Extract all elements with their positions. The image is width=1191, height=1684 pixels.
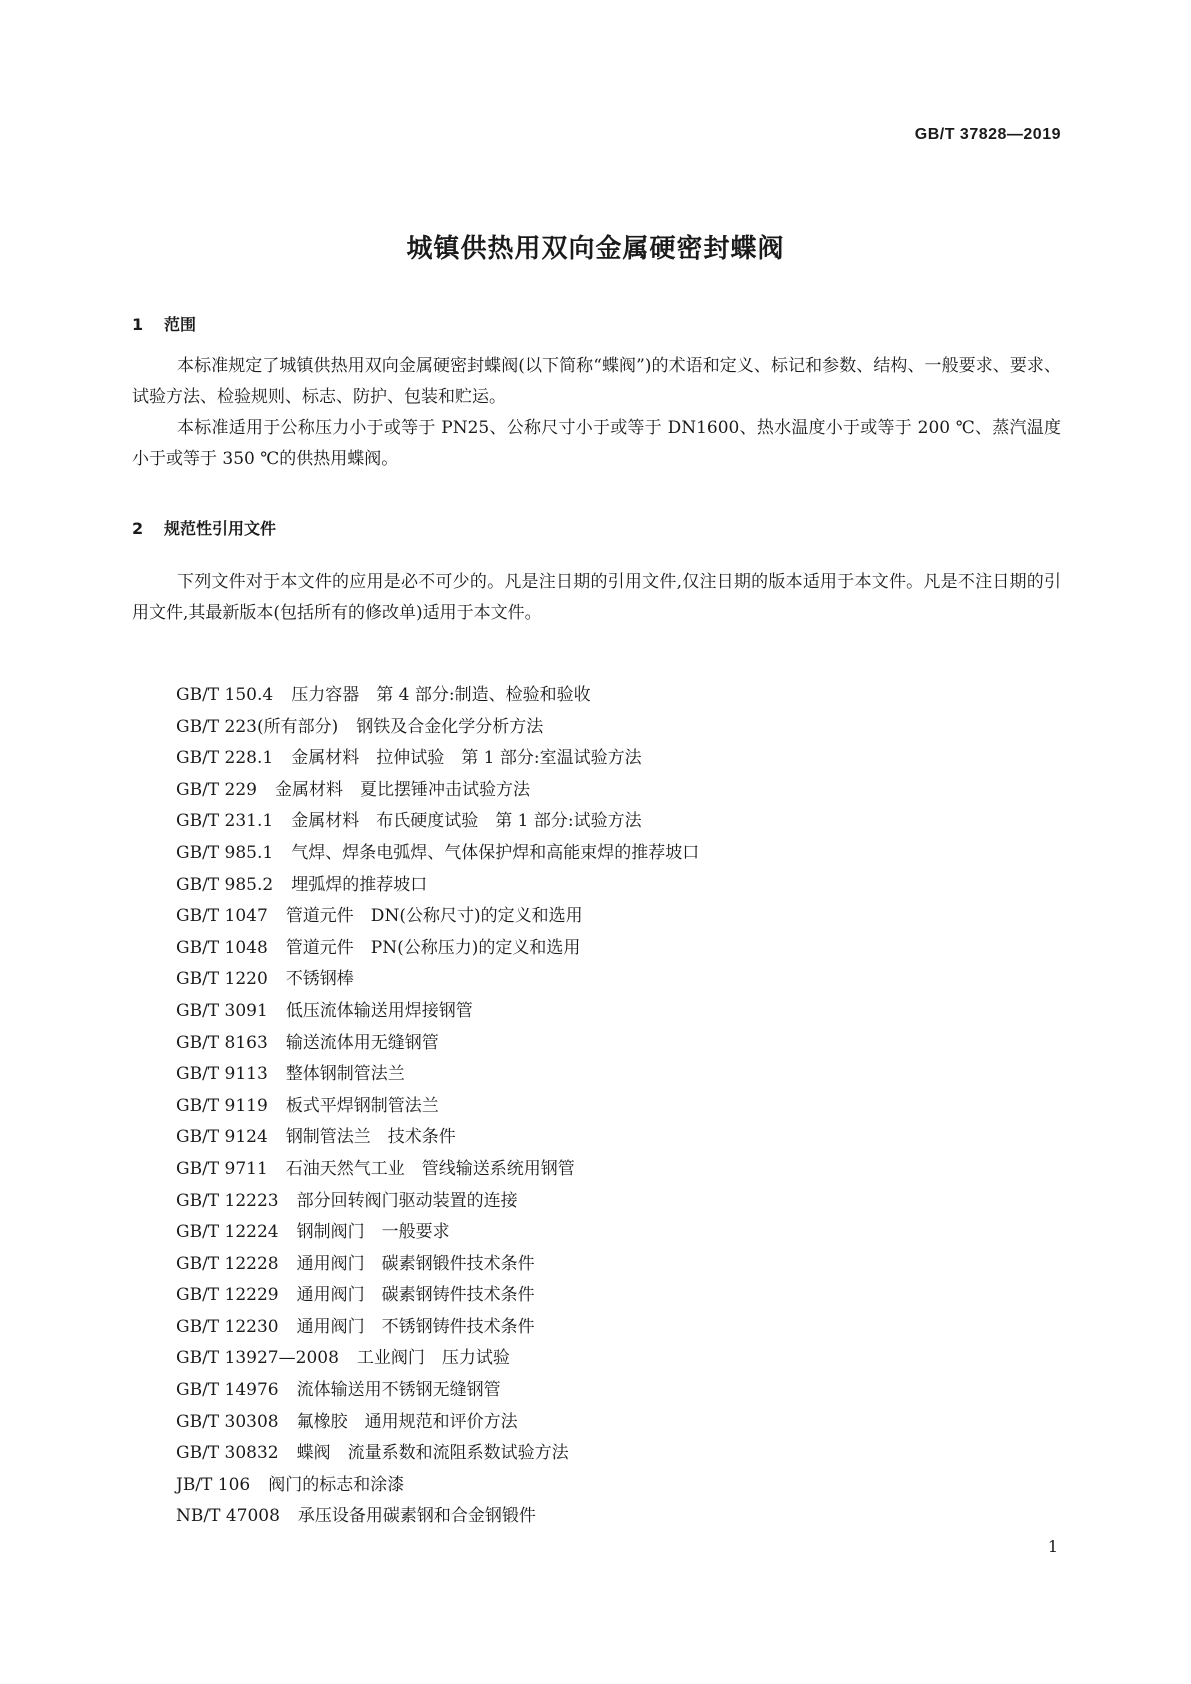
section-2-number: 2 bbox=[132, 519, 144, 538]
reference-item bbox=[176, 1028, 1056, 1060]
reference-code: GB/T 14976 bbox=[176, 1380, 279, 1401]
reference-title: 工业阀门 压力试验 bbox=[356, 1348, 510, 1369]
reference-code: JB/T 106 bbox=[176, 1474, 251, 1495]
reference-title: 钢制阀门 一般要求 bbox=[296, 1222, 450, 1243]
reference-title: 金属材料 夏比摆锤冲击试验方法 bbox=[275, 779, 530, 800]
reference-title: 低压流体输送用焊接钢管 bbox=[285, 1000, 473, 1021]
reference-code: GB/T 12229 bbox=[176, 1285, 279, 1306]
reference-item bbox=[176, 1280, 1056, 1312]
reference-title: 整体钢制管法兰 bbox=[285, 1064, 405, 1085]
reference-item bbox=[176, 964, 1056, 996]
reference-list bbox=[176, 680, 1056, 1533]
reference-code: GB/T 228.1 bbox=[176, 748, 274, 769]
reference-code: GB/T 223(所有部分) bbox=[176, 716, 339, 737]
reference-code: GB/T 150.4 bbox=[176, 685, 274, 705]
reference-item bbox=[176, 1312, 1056, 1344]
section-1-number: 1 bbox=[132, 315, 144, 334]
reference-item bbox=[176, 775, 1056, 807]
section-1-title: 范围 bbox=[164, 315, 197, 334]
reference-item bbox=[176, 1249, 1056, 1281]
reference-code: GB/T 985.2 bbox=[176, 874, 274, 895]
page-number: 1 bbox=[1047, 1537, 1058, 1556]
reference-code: NB/T 47008 bbox=[176, 1506, 280, 1527]
reference-item bbox=[176, 1186, 1056, 1218]
reference-item bbox=[176, 1122, 1056, 1154]
reference-code: GB/T 13927—2008 bbox=[176, 1348, 339, 1369]
section-2-heading bbox=[132, 516, 276, 539]
reference-item bbox=[176, 1407, 1056, 1439]
reference-item bbox=[176, 1091, 1056, 1123]
reference-item bbox=[176, 1217, 1056, 1249]
reference-title: 钢制管法兰 技术条件 bbox=[285, 1127, 456, 1148]
reference-code: GB/T 12228 bbox=[176, 1253, 279, 1274]
reference-item bbox=[176, 806, 1056, 838]
reference-code: GB/T 9113 bbox=[176, 1064, 268, 1085]
reference-title: 气焊、焊条电弧焊、气体保护焊和高能束焊的推荐坡口 bbox=[291, 842, 700, 863]
reference-item bbox=[176, 1470, 1056, 1502]
reference-code: GB/T 9119 bbox=[176, 1095, 268, 1116]
reference-item bbox=[176, 870, 1056, 902]
reference-code: GB/T 30308 bbox=[176, 1411, 279, 1432]
reference-title: 阀门的标志和涂漆 bbox=[268, 1474, 405, 1495]
reference-code: GB/T 12224 bbox=[176, 1222, 279, 1243]
reference-title: 输送流体用无缝钢管 bbox=[285, 1032, 439, 1053]
reference-item bbox=[176, 1438, 1056, 1470]
reference-item bbox=[176, 1154, 1056, 1186]
reference-title: 通用阀门 碳素钢锻件技术条件 bbox=[296, 1253, 535, 1274]
section-1-paragraph-1: 本标准规定了城镇供热用双向金属硬密封蝶阀(以下简称“蝶阀”)的术语和定义、标记和参数、结构、一般要求、要求、试验方法、检验规则、标志、防护、包装和贮运。 bbox=[132, 356, 1061, 407]
section-2-intro: 下列文件对于本文件的应用是必不可少的。凡是注日期的引用文件,仅注日期的版本适用于本文件。凡是不注日期的引用文件,其最新版本(包括所有的修改单)适用于本文件。 bbox=[132, 572, 1061, 623]
reference-code: GB/T 1220 bbox=[176, 969, 268, 990]
reference-code: GB/T 985.1 bbox=[176, 842, 274, 863]
reference-item bbox=[176, 1059, 1056, 1091]
reference-title: 管道元件 PN(公称压力)的定义和选用 bbox=[285, 937, 581, 958]
reference-title: 埋弧焊的推荐坡口 bbox=[291, 874, 428, 895]
reference-code: GB/T 1047 bbox=[176, 906, 268, 927]
reference-title: 不锈钢棒 bbox=[285, 969, 354, 990]
reference-item bbox=[176, 743, 1056, 775]
reference-title: 板式平焊钢制管法兰 bbox=[285, 1095, 439, 1116]
reference-title: 蝶阀 流量系数和流阻系数试验方法 bbox=[296, 1443, 569, 1464]
section-1-paragraph-2: 本标准适用于公称压力小于或等于 PN25、公称尺寸小于或等于 DN1600、热水温度小于或等于 200 ℃、蒸汽温度小于或等于 350 ℃的供热用蝶阀。 bbox=[132, 418, 1061, 469]
reference-title: 通用阀门 碳素钢铸件技术条件 bbox=[296, 1285, 535, 1306]
reference-title: 流体输送用不锈钢无缝钢管 bbox=[296, 1380, 501, 1401]
reference-title: 金属材料 拉伸试验 第 1 部分:室温试验方法 bbox=[291, 748, 642, 769]
reference-title: 氟橡胶 通用规范和评价方法 bbox=[296, 1411, 518, 1432]
standard-code: GB/T 37828—2019 bbox=[914, 126, 1061, 143]
section-1-heading bbox=[132, 312, 196, 335]
reference-code: GB/T 1048 bbox=[176, 937, 268, 958]
reference-item bbox=[176, 1343, 1056, 1375]
reference-code: GB/T 9711 bbox=[176, 1158, 268, 1179]
reference-item bbox=[176, 680, 1056, 712]
reference-code: GB/T 9124 bbox=[176, 1127, 268, 1148]
reference-title: 钢铁及合金化学分析方法 bbox=[356, 716, 544, 737]
reference-title: 压力容器 第 4 部分:制造、检验和验收 bbox=[291, 685, 591, 705]
reference-code: GB/T 231.1 bbox=[176, 811, 274, 832]
section-2-title: 规范性引用文件 bbox=[164, 519, 277, 538]
reference-item bbox=[176, 933, 1056, 965]
reference-code: GB/T 8163 bbox=[176, 1032, 268, 1053]
reference-item bbox=[176, 1501, 1056, 1533]
reference-code: GB/T 12230 bbox=[176, 1316, 279, 1337]
reference-title: 管道元件 DN(公称尺寸)的定义和选用 bbox=[285, 906, 583, 927]
reference-title: 通用阀门 不锈钢铸件技术条件 bbox=[296, 1316, 535, 1337]
reference-item bbox=[176, 1375, 1056, 1407]
reference-title: 金属材料 布氏硬度试验 第 1 部分:试验方法 bbox=[291, 811, 642, 832]
reference-title: 承压设备用碳素钢和合金钢锻件 bbox=[297, 1506, 536, 1527]
reference-code: GB/T 30832 bbox=[176, 1443, 279, 1464]
reference-item bbox=[176, 712, 1056, 744]
reference-item bbox=[176, 838, 1056, 870]
reference-item bbox=[176, 901, 1056, 933]
reference-item bbox=[176, 996, 1056, 1028]
reference-code: GB/T 229 bbox=[176, 779, 257, 800]
reference-title: 石油天然气工业 管线输送系统用钢管 bbox=[285, 1158, 575, 1179]
reference-title: 部分回转阀门驱动装置的连接 bbox=[296, 1190, 518, 1211]
reference-code: GB/T 3091 bbox=[176, 1000, 268, 1021]
document-title: 城镇供热用双向金属硬密封蝶阀 bbox=[406, 234, 785, 264]
reference-code: GB/T 12223 bbox=[176, 1190, 279, 1211]
